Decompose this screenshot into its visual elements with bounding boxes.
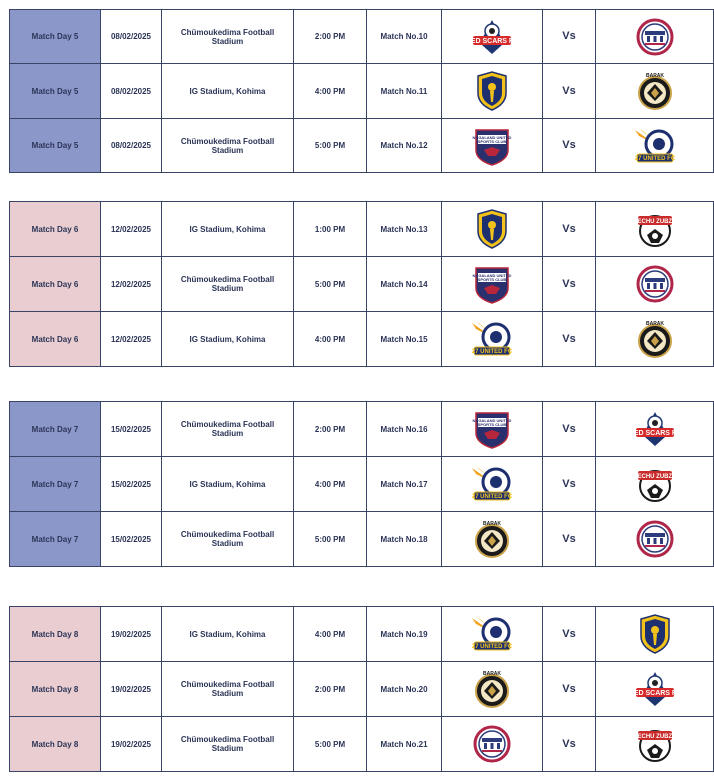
27-united-fc-logo — [470, 614, 514, 654]
svg-text:RED SCARS FC: RED SCARS FC — [628, 690, 681, 697]
match-day-cell: Match Day 8 — [10, 662, 101, 717]
match-day-8-table — [9, 606, 714, 772]
sechu-zubza-logo — [633, 724, 677, 764]
match-day-cell: Match Day 5 — [10, 64, 101, 119]
vs-cell: Vs — [543, 512, 596, 567]
date-cell: 19/02/2025 — [101, 662, 162, 717]
time-cell: 2:00 PM — [294, 662, 367, 717]
svg-text:27 UNITED FC: 27 UNITED FC — [634, 155, 675, 162]
svg-text:SPORTS CLUB: SPORTS CLUB — [477, 277, 507, 282]
match-number-cell: Match No.17 — [367, 457, 442, 512]
match-number-cell: Match No.12 — [367, 119, 442, 173]
vs-cell: Vs — [543, 717, 596, 772]
svg-text:BARAK: BARAK — [645, 73, 664, 79]
match-day-cell: Match Day 5 — [10, 119, 101, 173]
svg-text:27 UNITED FC: 27 UNITED FC — [471, 644, 513, 650]
home-team-cell — [442, 607, 543, 662]
table-row — [10, 119, 714, 173]
away-team-cell — [596, 312, 714, 367]
match-day-cell: Match Day 7 — [10, 512, 101, 567]
table-row — [10, 607, 714, 662]
barak-logo — [470, 669, 514, 709]
home-team-cell — [442, 662, 543, 717]
match-day-cell: Match Day 8 — [10, 607, 101, 662]
away-team-cell — [596, 119, 714, 173]
away-team-cell — [596, 257, 714, 312]
match-day-cell: Match Day 6 — [10, 202, 101, 257]
match-day-7-table — [9, 401, 714, 567]
svg-text:RED SCARS FC: RED SCARS FC — [465, 37, 519, 45]
home-team-cell — [442, 512, 543, 567]
27-united-fc-logo — [470, 464, 514, 504]
venue-cell: IG Stadium, Kohima — [162, 202, 294, 257]
venue-cell: IG Stadium, Kohima — [162, 607, 294, 662]
venue-cell: IG Stadium, Kohima — [162, 457, 294, 512]
vs-cell: Vs — [543, 119, 596, 173]
time-cell: 2:00 PM — [294, 402, 367, 457]
vs-cell: Vs — [543, 457, 596, 512]
vs-cell: Vs — [543, 312, 596, 367]
home-team-cell — [442, 457, 543, 512]
venue-cell: Chümoukedima Football Stadium — [162, 717, 294, 772]
nagaland-united-logo — [470, 264, 514, 304]
home-team-cell — [442, 119, 543, 173]
svg-text:27 UNITED FC: 27 UNITED FC — [471, 349, 513, 355]
date-cell: 15/02/2025 — [101, 402, 162, 457]
shield-club-logo — [470, 209, 514, 249]
away-team-cell — [596, 662, 714, 717]
svg-text:SPORTS CLUB: SPORTS CLUB — [477, 422, 507, 427]
match-day-cell: Match Day 6 — [10, 257, 101, 312]
table-row — [10, 10, 714, 64]
sechu-zubza-logo — [633, 209, 677, 249]
vs-cell: Vs — [543, 662, 596, 717]
date-cell: 12/02/2025 — [101, 312, 162, 367]
match-number-cell: Match No.10 — [367, 10, 442, 64]
date-cell: 12/02/2025 — [101, 202, 162, 257]
date-cell: 08/02/2025 — [101, 64, 162, 119]
home-team-cell — [442, 717, 543, 772]
away-team-cell — [596, 10, 714, 64]
match-number-cell: Match No.15 — [367, 312, 442, 367]
time-cell: 5:00 PM — [294, 717, 367, 772]
table-row — [10, 512, 714, 567]
home-team-cell — [442, 10, 543, 64]
shield-club-logo — [633, 614, 677, 654]
concord-logo — [633, 519, 677, 559]
home-team-cell — [442, 64, 543, 119]
match-number-cell: Match No.13 — [367, 202, 442, 257]
table-row — [10, 64, 714, 119]
date-cell: 15/02/2025 — [101, 457, 162, 512]
home-team-cell — [442, 312, 543, 367]
svg-text:27 UNITED FC: 27 UNITED FC — [471, 494, 513, 500]
time-cell: 5:00 PM — [294, 512, 367, 567]
date-cell: 08/02/2025 — [101, 119, 162, 173]
barak-logo — [633, 319, 677, 359]
red-scars-fc-logo — [465, 17, 519, 57]
red-scars-fc-logo — [628, 409, 681, 449]
svg-text:NAGALAND UNITED: NAGALAND UNITED — [472, 134, 512, 140]
away-team-cell — [596, 607, 714, 662]
match-day-5-table — [9, 9, 714, 173]
table-row — [10, 312, 714, 367]
table-row — [10, 457, 714, 512]
away-team-cell — [596, 202, 714, 257]
27-united-fc-logo — [633, 126, 677, 166]
away-team-cell — [596, 64, 714, 119]
table-row — [10, 202, 714, 257]
away-team-cell — [596, 717, 714, 772]
shield-club-logo — [470, 71, 514, 111]
away-team-cell — [596, 512, 714, 567]
nagaland-united-logo — [470, 409, 514, 449]
match-day-6-table — [9, 201, 714, 367]
time-cell: 1:00 PM — [294, 202, 367, 257]
svg-text:BARAK: BARAK — [482, 521, 502, 527]
home-team-cell — [442, 257, 543, 312]
svg-text:NAGALAND UNITED: NAGALAND UNITED — [472, 418, 512, 423]
match-day-cell: Match Day 6 — [10, 312, 101, 367]
match-number-cell: Match No.21 — [367, 717, 442, 772]
table-row — [10, 402, 714, 457]
match-number-cell: Match No.11 — [367, 64, 442, 119]
red-scars-fc-logo — [628, 669, 681, 709]
vs-cell: Vs — [543, 64, 596, 119]
vs-cell: Vs — [543, 402, 596, 457]
barak-logo — [470, 519, 514, 559]
svg-text:SECHU ZUBZA: SECHU ZUBZA — [633, 734, 676, 740]
away-team-cell — [596, 402, 714, 457]
venue-cell: IG Stadium, Kohima — [162, 312, 294, 367]
concord-logo — [633, 17, 677, 57]
venue-cell: Chümoukedima Football Stadium — [162, 10, 294, 64]
venue-cell: Chümoukedima Football Stadium — [162, 662, 294, 717]
time-cell: 4:00 PM — [294, 457, 367, 512]
date-cell: 12/02/2025 — [101, 257, 162, 312]
match-number-cell: Match No.20 — [367, 662, 442, 717]
time-cell: 2:00 PM — [294, 10, 367, 64]
table-row — [10, 662, 714, 717]
match-number-cell: Match No.19 — [367, 607, 442, 662]
home-team-cell — [442, 402, 543, 457]
barak-logo — [633, 71, 677, 111]
match-number-cell: Match No.18 — [367, 512, 442, 567]
match-day-cell: Match Day 5 — [10, 10, 101, 64]
svg-text:BARAK: BARAK — [645, 321, 664, 327]
time-cell: 4:00 PM — [294, 312, 367, 367]
vs-cell: Vs — [543, 10, 596, 64]
match-number-cell: Match No.16 — [367, 402, 442, 457]
svg-text:NAGALAND UNITED: NAGALAND UNITED — [472, 273, 512, 278]
match-day-cell: Match Day 7 — [10, 402, 101, 457]
vs-cell: Vs — [543, 257, 596, 312]
nagaland-united-logo — [470, 126, 514, 166]
venue-cell: Chümoukedima Football Stadium — [162, 119, 294, 173]
time-cell: 4:00 PM — [294, 64, 367, 119]
date-cell: 19/02/2025 — [101, 717, 162, 772]
match-day-cell: Match Day 7 — [10, 457, 101, 512]
svg-text:SECHU ZUBZA: SECHU ZUBZA — [633, 474, 676, 480]
svg-text:BARAK: BARAK — [482, 671, 502, 677]
vs-cell: Vs — [543, 202, 596, 257]
venue-cell: Chümoukedima Football Stadium — [162, 512, 294, 567]
date-cell: 08/02/2025 — [101, 10, 162, 64]
home-team-cell — [442, 202, 543, 257]
svg-text:SPORTS CLUB: SPORTS CLUB — [477, 138, 507, 144]
concord-logo — [633, 264, 677, 304]
date-cell: 19/02/2025 — [101, 607, 162, 662]
time-cell: 5:00 PM — [294, 119, 367, 173]
concord-logo — [470, 724, 514, 764]
venue-cell: Chümoukedima Football Stadium — [162, 257, 294, 312]
table-row — [10, 257, 714, 312]
27-united-fc-logo — [470, 319, 514, 359]
time-cell: 5:00 PM — [294, 257, 367, 312]
svg-text:SECHU ZUBZA: SECHU ZUBZA — [633, 219, 676, 225]
away-team-cell — [596, 457, 714, 512]
venue-cell: Chümoukedima Football Stadium — [162, 402, 294, 457]
time-cell: 4:00 PM — [294, 607, 367, 662]
match-day-cell: Match Day 8 — [10, 717, 101, 772]
match-number-cell: Match No.14 — [367, 257, 442, 312]
table-row — [10, 717, 714, 772]
venue-cell: IG Stadium, Kohima — [162, 64, 294, 119]
date-cell: 15/02/2025 — [101, 512, 162, 567]
vs-cell: Vs — [543, 607, 596, 662]
sechu-zubza-logo — [633, 464, 677, 504]
svg-text:RED SCARS FC: RED SCARS FC — [628, 430, 681, 437]
